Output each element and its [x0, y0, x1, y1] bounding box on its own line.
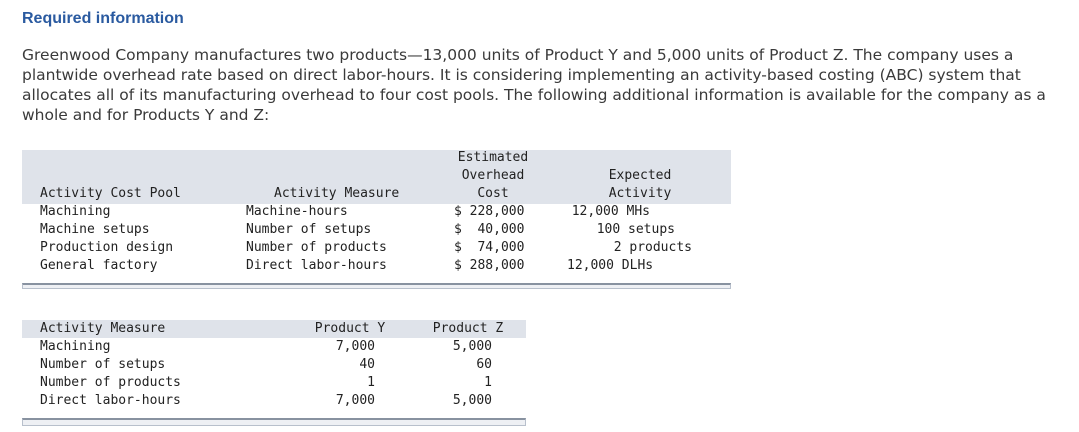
row-measure: Number of setups — [246, 222, 372, 237]
row-product-y: 40 — [359, 357, 375, 372]
header-cost-line2: Overhead — [461, 168, 525, 183]
section-heading: Required information — [22, 10, 184, 27]
row-product-y: 7,000 — [335, 393, 375, 408]
row-measure: Direct labor-hours — [246, 258, 387, 273]
row-product-z: 5,000 — [452, 339, 492, 354]
row-product-y: 7,000 — [335, 339, 375, 354]
row-product-z: 5,000 — [452, 393, 492, 408]
row-pool: Machining — [40, 204, 111, 219]
row-cost: $ 288,000 — [454, 258, 525, 273]
row-pool: Machine setups — [40, 222, 150, 237]
row-activity: 12,000 DLHs — [567, 258, 654, 273]
header-cost-line3: Cost — [477, 186, 509, 201]
row-product-y: 1 — [367, 375, 375, 390]
row-measure: Number of setups — [40, 357, 166, 372]
row-activity: 100 setups — [596, 222, 675, 237]
header-activity-line1: Expected — [608, 168, 672, 183]
header-activity-line2: Activity — [608, 186, 672, 201]
row-measure: Number of products — [246, 240, 387, 255]
row-cost: $ 40,000 — [454, 222, 525, 237]
header-cost-line1: Estimated — [457, 150, 529, 165]
row-measure: Direct labor-hours — [40, 393, 181, 408]
header-activity-measure: Activity Measure — [40, 321, 166, 336]
header-product-y: Product Y — [314, 321, 386, 336]
row-measure: Machining — [40, 339, 111, 354]
header-activity-measure: Activity Measure — [274, 186, 400, 201]
row-product-z: 60 — [476, 357, 492, 372]
header-product-z: Product Z — [432, 321, 504, 336]
row-measure: Number of products — [40, 375, 181, 390]
row-product-z: 1 — [484, 375, 492, 390]
row-cost: $ 228,000 — [454, 204, 525, 219]
row-pool: General factory — [40, 258, 158, 273]
row-pool: Production design — [40, 240, 174, 255]
table2-bottom-rule — [22, 418, 526, 426]
table1-bottom-rule — [22, 283, 731, 289]
row-measure: Machine-hours — [246, 204, 348, 219]
row-activity: 12,000 MHs — [571, 204, 650, 219]
problem-description: Greenwood Company manufactures two products—13,000 units of Product Y and 5,000 units of Product Z. The company uses a plantwide overhead rate based on direct labor-hours. It is considering implementing an activity-based costing (ABC) system that allocates all of its manufacturing overhead to four cost pools. The following additional information is available for the company as a whole and for Products Y and Z: — [22, 46, 1046, 124]
row-activity: 2 products — [613, 240, 692, 255]
row-cost: $ 74,000 — [454, 240, 525, 255]
header-activity-cost-pool: Activity Cost Pool — [40, 186, 181, 201]
